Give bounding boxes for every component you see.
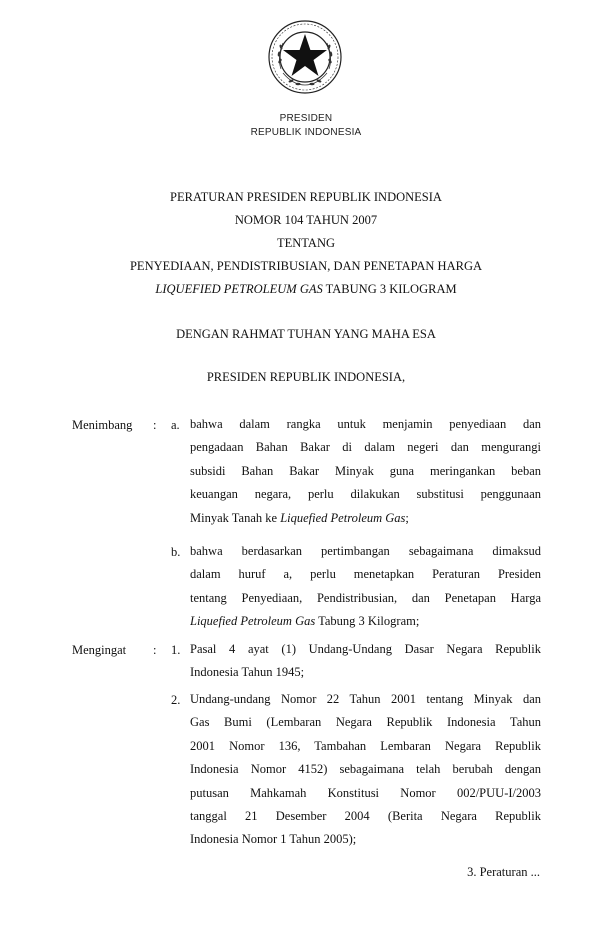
menimbang-a-line: subsidi Bahan Bakar Minyak guna meringankan beban: [190, 463, 541, 478]
title-line-4: PENYEDIAAN, PENDISTRIBUSIAN, DAN PENETAPAN HARGA: [129, 259, 483, 273]
menimbang-a-l5-post: ;: [405, 510, 409, 525]
title-tabung: TABUNG 3 KILOGRAM: [322, 282, 457, 296]
mengingat-2-text: [190, 688, 541, 852]
title-line-2: NOMOR 104 TAHUN 2007: [234, 213, 378, 227]
page-continuation: 3. Peraturan ...: [467, 865, 540, 879]
menimbang-b-line: dalam huruf a, perlu menetapkan Peraturan Presiden: [190, 567, 541, 582]
menimbang-a-line: keuangan negara, perlu dilakukan substitusi penggunaan: [190, 487, 541, 502]
mengingat-1-number: 1.: [171, 643, 181, 657]
menimbang-label: Menimbang: [72, 418, 133, 432]
mengingat-colon: :: [153, 643, 157, 657]
mengingat-label: Mengingat: [72, 643, 127, 657]
menimbang-a-text: [190, 413, 541, 530]
presiden-line: PRESIDEN REPUBLIK INDONESIA,: [206, 370, 406, 384]
mengingat-2-line: Gas Bumi (Lembaran Negara Republik Indonesia Tahun: [190, 715, 541, 730]
mengingat-2-line: tanggal 21 Desember 2004 (Berita Negara Republik: [190, 808, 541, 823]
title-line-1: PERATURAN PRESIDEN REPUBLIK INDONESIA: [170, 190, 442, 204]
menimbang-colon: :: [153, 418, 157, 432]
menimbang-b-text: [190, 540, 541, 634]
title-line-5: [0, 278, 612, 301]
mengingat-2-line: Undang-undang Nomor 22 Tahun 2001 tentang Minyak dan: [190, 692, 541, 706]
menimbang-a-number: a.: [171, 418, 180, 432]
menimbang-b-number: b.: [171, 545, 181, 559]
menimbang-b-l4-post: Tabung 3 Kilogram;: [315, 614, 420, 629]
header-republik-indonesia: REPUBLIK INDONESIA: [250, 127, 362, 138]
document-title: [0, 186, 612, 301]
menimbang-b-lpg-italic: Liquefied Petroleum Gas: [190, 614, 316, 629]
mengingat-2-line: Indonesia Nomor 1 Tahun 2005);: [190, 832, 357, 847]
presidential-emblem-icon: [267, 19, 343, 95]
mengingat-2-line: Indonesia Nomor 4152) sebagaimana telah berubah dengan: [190, 762, 541, 777]
title-lpg-italic: LIQUEFIED PETROLEUM GAS: [155, 282, 323, 296]
menimbang-a-line: pengadaan Bahan Bakar di dalam negeri dan mengurangi: [190, 440, 541, 455]
header-presiden: PRESIDEN: [279, 113, 333, 124]
menimbang-a-lpg-italic: Liquefied Petroleum Gas: [280, 510, 406, 525]
mengingat-2-line: 2001 Nomor 136, Tambahan Lembaran Negara Republik: [190, 738, 541, 753]
mengingat-1-line: Pasal 4 ayat (1) Undang-Undang Dasar Negara Republik: [190, 642, 541, 656]
rahmat-line: DENGAN RAHMAT TUHAN YANG MAHA ESA: [176, 327, 436, 341]
mengingat-1-text: [190, 638, 541, 685]
mengingat-2-line: putusan Mahkamah Konstitusi Nomor 002/PUU-I/2003: [190, 785, 541, 800]
menimbang-a-l5-pre: Minyak Tanah ke: [190, 510, 281, 525]
menimbang-a-line: bahwa dalam rangka untuk menjamin penyediaan dan: [190, 417, 541, 431]
mengingat-1-line: Indonesia Tahun 1945;: [190, 665, 305, 680]
menimbang-a-line: [190, 507, 541, 530]
menimbang-b-line: tentang Penyediaan, Pendistribusian, dan Penetapan Harga: [190, 590, 541, 605]
menimbang-b-line: [190, 610, 541, 633]
title-line-3: TENTANG: [276, 236, 335, 250]
menimbang-b-line: bahwa berdasarkan pertimbangan sebagaimana dimaksud: [190, 544, 541, 558]
mengingat-2-number: 2.: [171, 693, 181, 707]
